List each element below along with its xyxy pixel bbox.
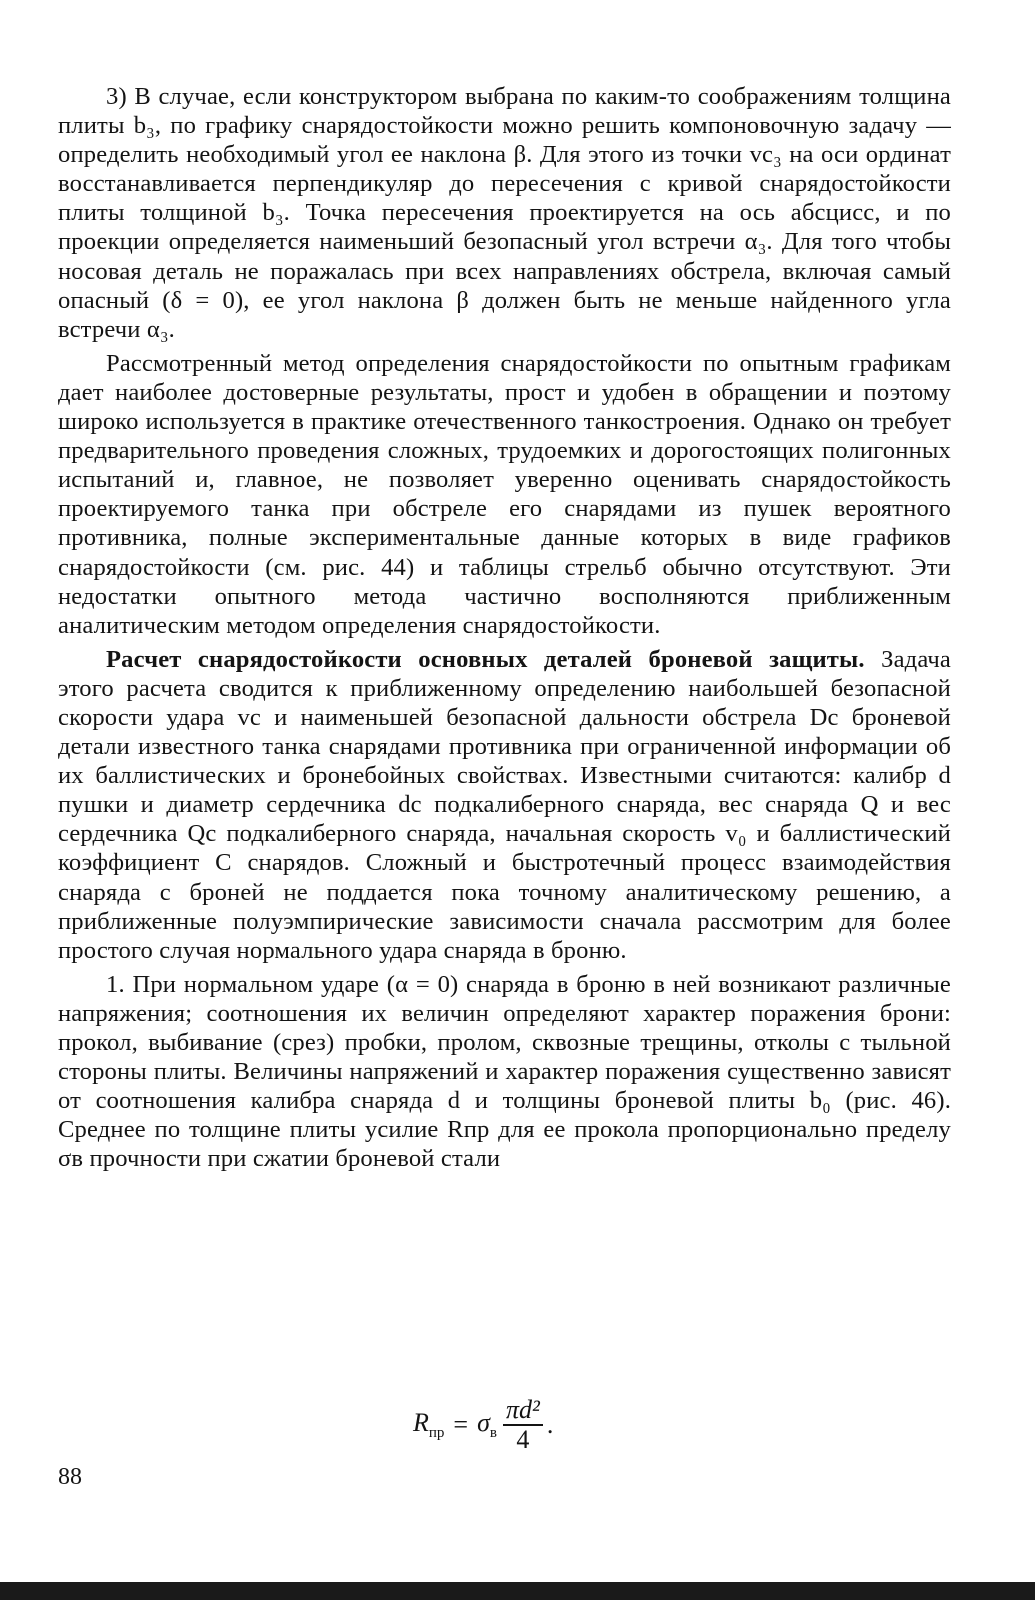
formula-period: . xyxy=(546,1410,554,1439)
paragraph-armor-calculation xyxy=(58,645,951,965)
formula-fraction xyxy=(503,1396,543,1454)
page-body xyxy=(58,82,951,1173)
section-heading: Расчет снарядостойкости основных деталей броневой защиты. xyxy=(106,645,865,673)
page-number: 88 xyxy=(58,1464,82,1490)
formula-numerator: πd² xyxy=(503,1396,543,1426)
formula-denominator: 4 xyxy=(516,1425,530,1454)
paragraph-normal-impact: 1. При нормальном ударе (α = 0) снаряда в броню в ней возникают различные напряжения; соотношения их величин определяют характер поражения брони: прокол, выбивание (срез) пробки, пролом, сквозные трещины, отколы с тыльной стороны плиты. Величины напряжений и характер поражения существенно зависят от соотношения калибра снаряда d и толщины броневой плиты b₀ (рис. 46). Среднее по толщине плиты усилие Rпр для ее прокола пропорционально пределу σв прочности при сжатии броневой стали xyxy=(58,970,951,1173)
paragraph-experimental-method: Рассмотренный метод определения снарядостойкости по опытным графикам дает наиболее достоверные результаты, прост и удобен в обращении и поэтому широко используется в практике отечественного танкостроения. Однако он требует предварительного проведения сложных, трудоемких и дорогостоящих полигонных испытаний и, главное, не позволяет уверенно оценивать снарядостойкость проектируемого танка при обстреле его снарядами из пушек вероятного противника, полные экспериментальные данные которых в виде графиков снарядостойкости (см. рис. 44) и таблицы стрельб обычно отсутствуют. Эти недостатки опытного метода частично восполняются приближенным аналитическим методом определения снарядостойкости. xyxy=(58,349,951,639)
scan-bottom-edge xyxy=(0,1582,1035,1600)
formula-lhs: $R_{пр}$ xyxy=(413,1407,445,1442)
section-body: Задача этого расчета сводится к приближенному определению наибольшей безопасной скорости удара vс и наименьшей безопасной дальности обстрела Dс броневой детали известного танка снарядами противника при ограниченной информации об их баллистических и бронебойных свойствах. Известными считаются: калибр d пушки и диаметр сердечника dс подкалиберного снаряда, вес снаряда Q и вес сердечника Qс подкалиберного снаряда, начальная скорость v₀ и баллистический коэффициент C снарядов. Сложный и быстротечный процесс взаимодействия снаряда с броней не поддается пока точному аналитическому решению, а приближенные полуэмпирические зависимости сначала рассмотрим для более простого случая нормального удара снаряда в броню. xyxy=(58,645,951,964)
formula-coefficient: $\sigma_в$ xyxy=(477,1407,498,1442)
formula-puncture-force xyxy=(413,1396,553,1454)
paragraph-angle-selection: 3) В случае, если конструктором выбрана по каким-то соображениям толщина плиты b₃, по графику снарядостойкости можно решить компоновочную задачу — определить необходимый угол ее наклона β. Для этого из точки vс₃ на оси ординат восстанавливается перпендикуляр до пересечения с кривой снарядостойкости плиты толщиной b₃. Точка пересечения проектируется на ось абсцисс, и по проекции определяется наименьший безопасный угол встречи α₃. Для того чтобы носовая деталь не поражалась при всех направлениях обстрела, включая самый опасный (δ = 0), ее угол наклона β должен быть не меньше найденного угла встречи α₃. xyxy=(58,83,951,343)
formula-equals: = xyxy=(453,1410,469,1439)
